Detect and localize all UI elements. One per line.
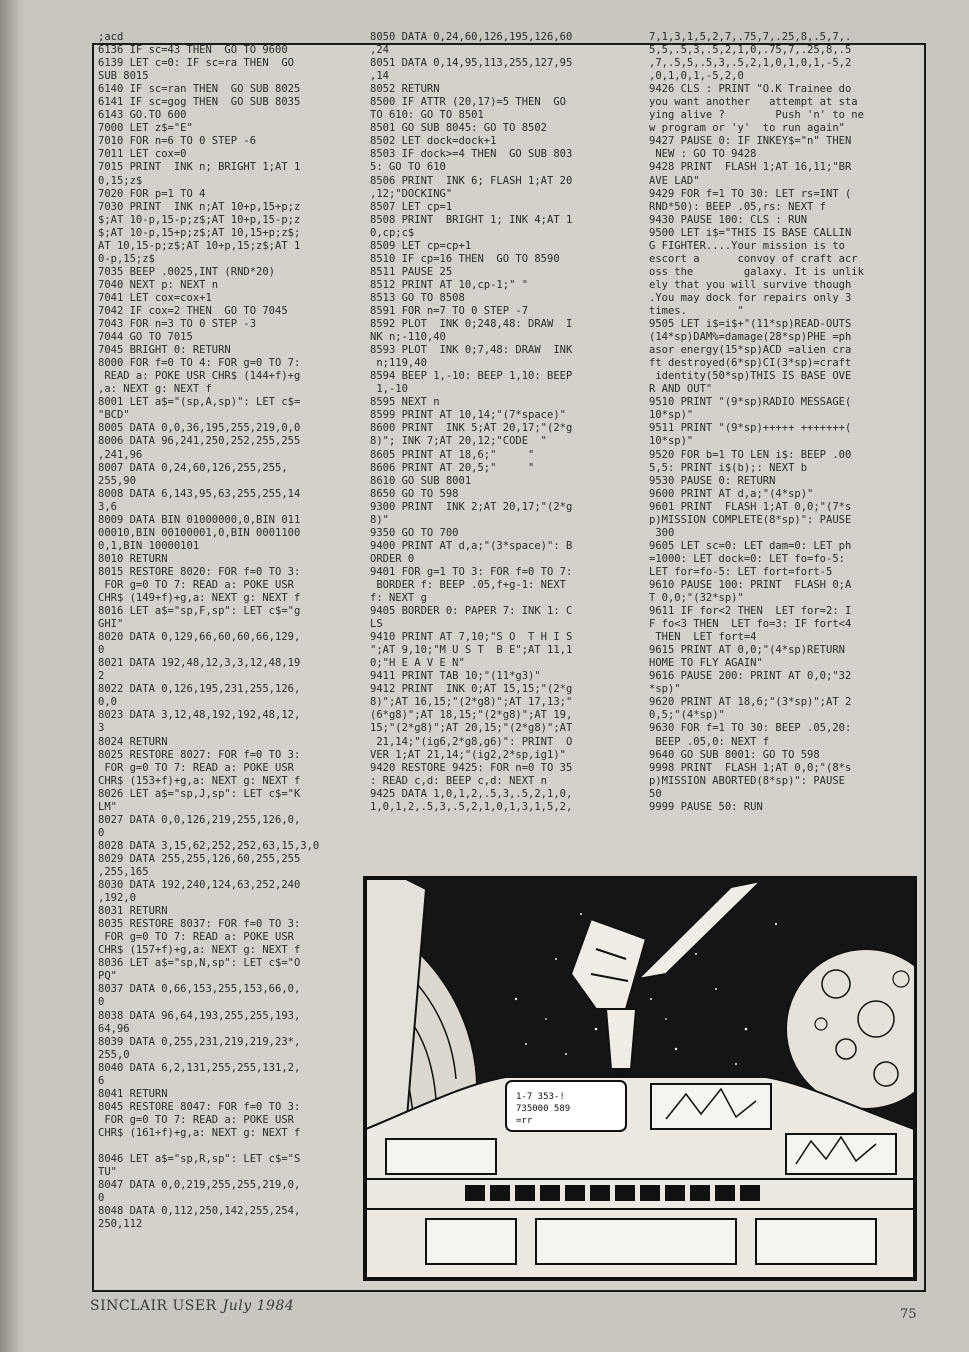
- readout-line-2: 735000 589: [516, 1104, 571, 1114]
- issue-date: July 1984: [222, 1298, 295, 1314]
- listing-column-1: ;acd 6136 IF sc=43 THEN GO TO 9600 6139 LET c=0: IF sc=ra THEN GO SUB 8015 6140 IF sc=ran THEN GO SUB 8025 6141 IF sc=gog THEN GO SUB 8035 6143 GO.TO 600 7000 LET z$="E" 7010 FOR n=6 TO 0 STEP -6 7011 LET cox=0 7015 PRINT INK n; BRIGHT 1;AT 1 0,15;z$ 7020 FOR p=1 TO 4 7030 PRINT INK n;AT 10+p,15+p;z $;AT 10-p,15-p;z$;AT 10+p,15-p;z $;AT 10-p,15+p;z$;AT 10,15+p;z$; AT 10,15-p;z$;AT 10+p,15;z$;AT 1 0-p,15;z$ 7035 BEEP .0025,INT (RND*20) 7040 NEXT p: NEXT n 7041 LET cox=cox+1 7042 IF cox=2 THEN GO TO 7045 7043 FOR n=3 TO 0 STEP -3 7044 GO TO 7015 7045 BRIGHT 0: RETURN 8000 FOR f=0 TO 4: FOR g=0 TO 7: READ a: POKE USR CHR$ (144+f)+g ,a: NEXT g: NEXT f 8001 LET a$="(sp,A,sp)": LET c$= "BCD" 8005 DATA 0,0,36,195,255,219,0,0 8006 DATA 96,241,250,252,255,255 ,241,96 8007 DATA 0,24,60,126,255,255, 255,90 8008 DATA 6,143,95,63,255,255,14 3,6 8009 DATA BIN 01000000,0,BIN 011 00010,BIN 00100001,0,BIN 0001100 0,1,BIN 10000101 8010 RETURN 8015 RESTORE 8020: FOR f=0 TO 3: FOR g=0 TO 7: READ a: POKE USR CHR$ (149+f)+g,a: NEXT g: NEXT f 8016 LET a$="sp,F,sp": LET c$="g GHI" 8020 DATA 0,129,66,60,60,66,129, 0 8021 DATA 192,48,12,3,3,12,48,19 2 8022 DATA 0,126,195,231,255,126, 0,0 8023 DATA 3,12,48,192,192,48,12, 3 8024 RETURN 8025 RESTORE 8027: FOR f=0 TO 3: FOR g=0 TO 7: READ a: POKE USR CHR$ (153+f)+g,a: NEXT g: NEXT f 8026 LET a$="sp,J,sp": LET c$="K LM" 8027 DATA 0,0,126,219,255,126,0, 0 8028 DATA 3,15,62,252,252,63,15,3,0 8029 DATA 255,255,126,60,255,255 ,255,165 8030 DATA 192,240,124,63,252,240 ,192,0 8031 RETURN 8035 RESTORE 8037: FOR f=0 TO 3: FOR g=0 TO 7: READ a: POKE USR CHR$ (157+f)+g,a: NEXT g: NEXT f 8036 LET a$="sp,N,sp": LET c$="O PQ" 8037 DATA 0,66,153,255,153,66,0, 0 8038 DATA 96,64,193,255,255,193, 64,96 8039 DATA 0,255,231,219,219,23*, 255,0 8040 DATA 6,2,131,255,255,131,2, 6 8041 RETURN 8045 RESTORE 8047: FOR f=0 TO 3: FOR g=0 TO 7: READ a: POKE USR CHR$ (161+f)+g,a: NEXT g: NEXT f 8046 LET a$="sp,R,sp": LET c$="S TU" 8047 DATA 0,0,219,255,255,219,0, 0 8048 DATA 0,112,250,142,255,254, 250,112: [98, 31, 320, 1231]
- readout-line-1: 1-7 353-!: [516, 1092, 565, 1102]
- listing-column-2: 8050 DATA 0,24,60,126,195,126,60 ,24 8051 DATA 0,14,95,113,255,127,95 ,14 8052 RETURN 8500 IF ATTR (20,17)=5 THEN GO TO 610: GO TO 8501 8501 GO SUB 8045: GO TO 8502 8502 LET dock=dock+1 8503 IF dock>=4 THEN GO SUB 803 5: GO TO 610 8506 PRINT INK 6; FLASH 1;AT 20 ,12;"DOCKING" 8507 LET cp=1 8508 PRINT BRIGHT 1; INK 4;AT 1 0,cp;c$ 8509 LET cp=cp+1 8510 IF cp=16 THEN GO TO 8590 8511 PAUSE 25 8512 PRINT AT 10,cp-1;" " 8513 GO TO 8508 8591 FOR n=7 TO 0 STEP -7 8592 PLOT INK 0;248,48: DRAW I NK n;-110,40 8593 PLOT INK 0;7,48: DRAW INK n;119,40 8594 BEEP 1,-10: BEEP 1,10: BEEP 1,-10 8595 NEXT n 8599 PRINT AT 10,14;"(7*space)" 8600 PRINT INK 5;AT 20,17;"(2*g 8)"; INK 7;AT 20,12;"CODE " 8605 PRINT AT 18,6;" " 8606 PRINT AT 20,5;" " 8610 GO SUB 8001 8650 GO TO 598 9300 PRINT INK 2;AT 20,17;"(2*g 8)" 9350 GO TO 700 9400 PRINT AT d,a;"(3*space)": B ORDER 0 9401 FOR g=1 TO 3: FOR f=0 TO 7: BORDER f: BEEP .05,f+g-1: NEXT f: NEXT g 9405 BORDER 0: PAPER 7: INK 1: C LS 9410 PRINT AT 7,10;"S O T H I S ";AT 9,10;"M U S T B E";AT 11,1 0;"H E A V E N" 9411 PRINT TAB 10;"(11*g3)" 9412 PRINT INK 0;AT 15,15;"(2*g 8)";AT 16,15;"(2*g8)";AT 17,13;" (6*g8)";AT 18,15;"(2*g8)";AT 19, 15;"(2*g8)";AT 20,15;"(2*g8)";AT 21,14;"(ig6,2*g8,g6)": PRINT O VER 1;AT 21,14;"(ig2,2*sp,ig1)" 9420 RESTORE 9425: FOR n=0 TO 35 : READ c,d: BEEP c,d: NEXT n 9425 DATA 1,0,1,2,.5,3,.5,2,1,0, 1,0,1,2,.5,3,.5,2,1,0,1,3,1,5,2,: [370, 31, 573, 813]
- page-spine-shadow: [0, 0, 26, 1352]
- magazine-name: SINCLAIR USER: [90, 1298, 217, 1314]
- readout-line-3: =rr: [516, 1116, 533, 1126]
- listing-column-3: 7,1,3,1,5,2,7,.75,7,.25,8,.5,7,. 5,5,.5,3,.5,2,1,0,.75,7,.25,8,.5 ,7,.5,5,.5,3,.5,2,1,0,1,0,1,-5,2 ,0,1,0,1,-5,2,0 9426 CLS : PRINT "O.K Trainee do you want another attempt at sta ying alive ? Push 'n' to ne w program or 'y' to run again" 9427 PAUSE 0: IF INKEY$="n" THEN NEW : GO TO 9428 9428 PRINT FLASH 1;AT 16,11;"BR AVE LAD" 9429 FOR f=1 TO 30: LET rs=INT ( RND*50): BEEP .05,rs: NEXT f 9430 PAUSE 100: CLS : RUN 9500 LET i$="THIS IS BASE CALLIN G FIGHTER....Your mission is to escort a convoy of craft acr oss the galaxy. It is unlik ely that you will survive though .You may dock for repairs only 3 times. " 9505 LET i$=i$+"(11*sp)READ-OUTS (14*sp)DAM%=damage(28*sp)PHE =ph asor energy(15*sp)ACD =alien cra ft destroyed(6*sp)CI(3*sp)=craft identity(50*sp)THIS IS BASE OVE R AND OUT" 9510 PRINT "(9*sp)RADIO MESSAGE( 10*sp)" 9511 PRINT "(9*sp)+++++ +++++++( 10*sp)" 9520 FOR b=1 TO LEN i$: BEEP .00 5,5: PRINT i$(b);: NEXT b 9530 PAUSE 0: RETURN 9600 PRINT AT d,a;"(4*sp)" 9601 PRINT FLASH 1;AT 0,0;"(7*s p)MISSION COMPLETE(8*sp)": PAUSE 300 9605 LET sc=0: LET dam=0: LET ph =1000: LET dock=0: LET fo=fo-5: LET for=fo-5: LET fort=fort-5 9610 PAUSE 100: PRINT FLASH 0;A T 0,0;"(32*sp)" 9611 IF for<2 THEN LET for=2: I F fo<3 THEN LET fo=3: IF fort<4 THEN LET fort=4 9615 PRINT AT 0,0;"(4*sp)RETURN HOME TO FLY AGAIN" 9616 PAUSE 200: PRINT AT 0,0;"32 *sp)" 9620 PRINT AT 18,6;"(3*sp)";AT 2 0,5;"(4*sp)" 9630 FOR f=1 TO 30: BEEP .05,20: BEEP .05,0: NEXT f 9640 GO SUB 8001: GO TO 598 9998 PRINT FLASH 1;AT 0,0;"(8*s p)MISSION ABORTED(8*sp)": PAUSE 50 9999 PAUSE 50: RUN: [649, 31, 864, 813]
- magazine-footer: [90, 1298, 294, 1314]
- page-number: 75: [900, 1307, 917, 1322]
- dashboard: [366, 1077, 914, 1278]
- cockpit-illustration: [363, 876, 917, 1281]
